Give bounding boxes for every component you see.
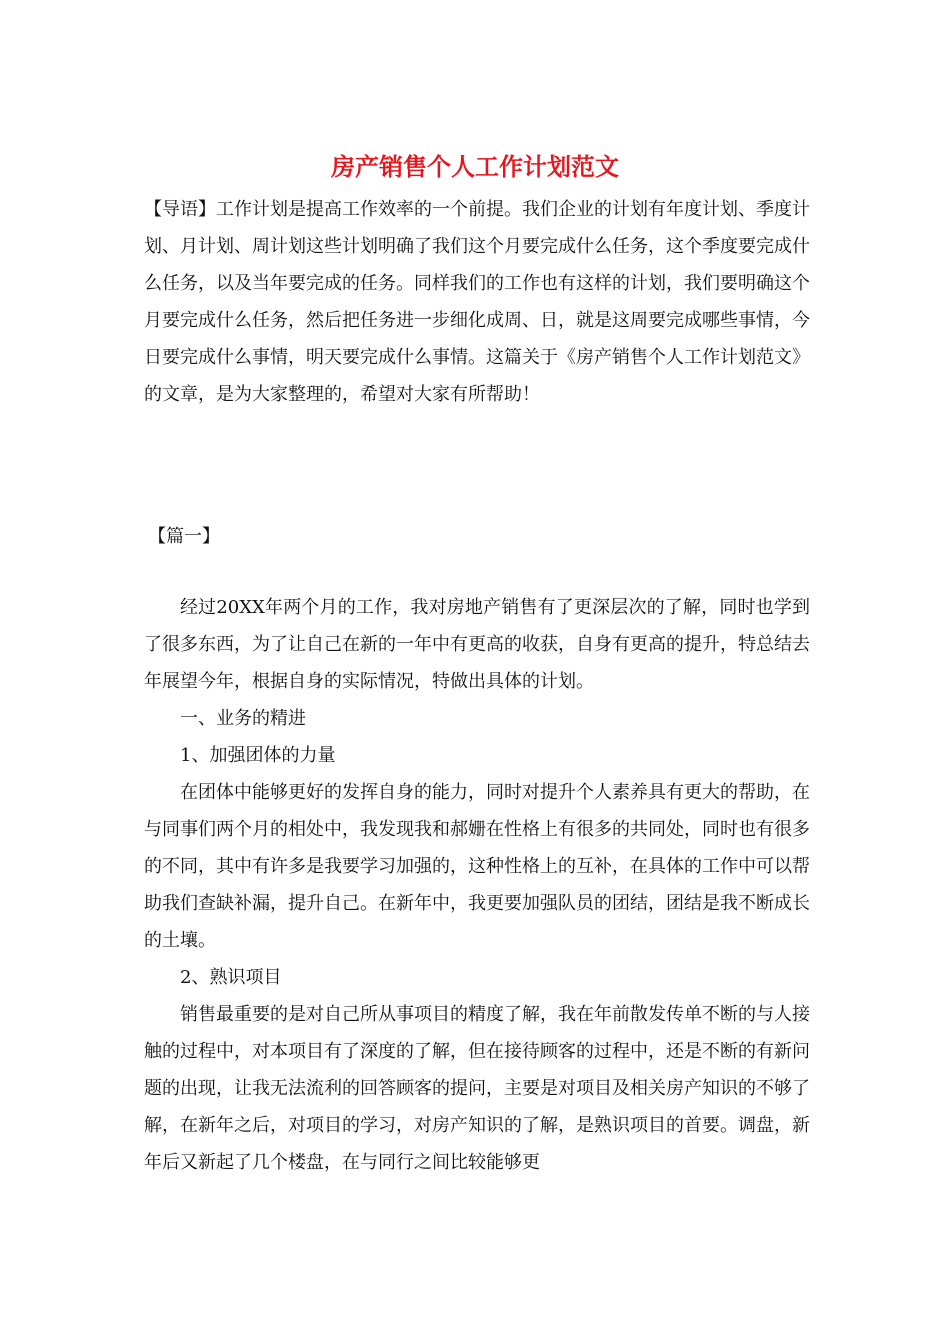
section-label: 【篇一】	[148, 526, 220, 547]
intro-paragraph: 【导语】工作计划是提高工作效率的一个前提。我们企业的计划有年度计划、季度计划、月计划、周计划这些计划明确了我们这个月要完成什么任务，这个季度要完成什么任务，以及当年要完成的任务。同样我们的工作也有这样的计划，我们要明确这个月要完成什么任务，然后把任务进一步细化成周、日，就是这周要完成哪些事情，今日要完成什么事情，明天要完成什么事情。这篇关于《房产销售个人工作计划范文》的文章，是为大家整理的，希望对大家有所帮助！	[144, 199, 810, 405]
body-content	[144, 589, 810, 1181]
body-paragraph: 在团体中能够更好的发挥自身的能力，同时对提升个人素养具有更大的帮助，在与同事们两个月的相处中，我发现我和郝姗在性格上有很多的共同处，同时也有很多的不同，其中有许多是我要学习加强的，这种性格上的互补，在具体的工作中可以帮助我们查缺补漏，提升自己。在新年中，我更要加强队员的团结，团结是我不断成长的土壤。	[144, 782, 810, 951]
body-paragraph: 经过20XX年两个月的工作，我对房地产销售有了更深层次的了解，同时也学到了很多东西，为了让自己在新的一年中有更高的收获，自身有更高的提升，特总结去年展望今年，根据自身的实际情况，特做出具体的计划。	[144, 597, 810, 692]
document-title: 房产销售个人工作计划范文	[331, 152, 619, 181]
body-paragraph: 销售最重要的是对自己所从事项目的精度了解，我在年前散发传单不断的与人接触的过程中，对本项目有了深度的了解，但在接待顾客的过程中，还是不断的有新问题的出现，让我无法流利的回答顾客的提问，主要是对项目及相关房产知识的不够了解，在新年之后，对项目的学习，对房产知识的了解，是熟识项目的首要。调盘，新年后又新起了几个楼盘，在与同行之间比较能够更	[144, 1004, 810, 1173]
subsection-heading: 1、加强团体的力量	[180, 745, 336, 766]
section-heading: 一、业务的精进	[180, 708, 306, 729]
subsection-heading: 2、熟识项目	[180, 967, 282, 988]
